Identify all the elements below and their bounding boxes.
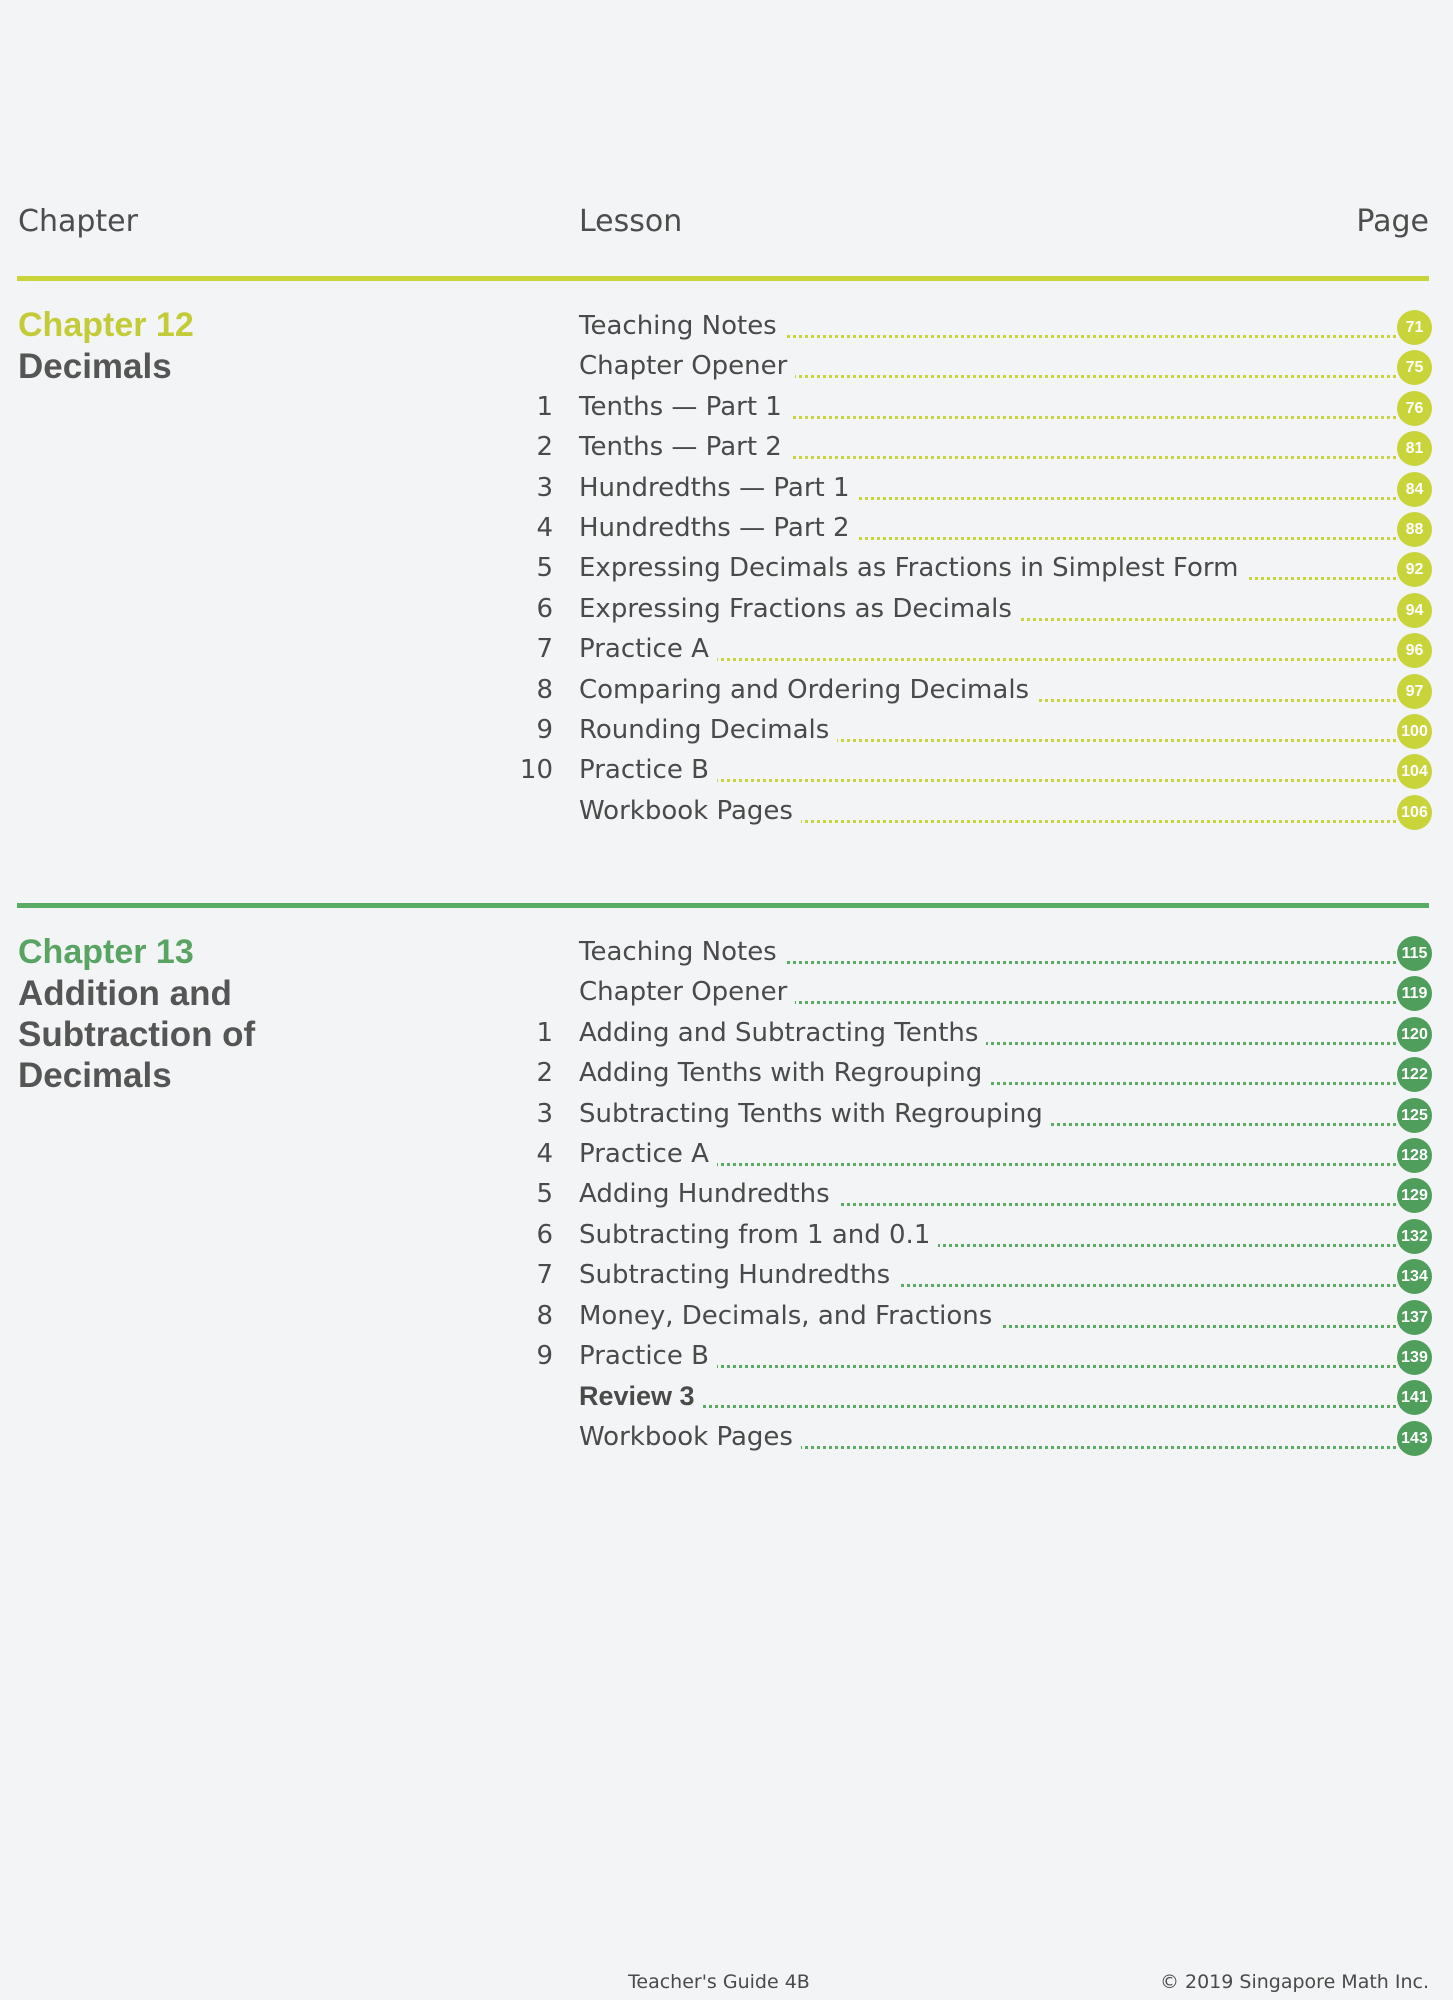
lesson-row	[0, 632, 1453, 672]
lesson-title: Chapter Opener	[579, 977, 795, 1007]
page-number-badge: 94	[1397, 593, 1432, 628]
column-header-page: Page	[1356, 204, 1429, 239]
lesson-number: 8	[536, 1300, 553, 1331]
lesson-row	[0, 1299, 1453, 1339]
chapter-12-label: Chapter 12	[18, 306, 194, 344]
page-number-badge: 71	[1397, 310, 1432, 345]
lesson-title: Adding Tenths with Regrouping	[579, 1058, 990, 1088]
lesson-row	[0, 1016, 1453, 1056]
lesson-number: 1	[536, 391, 553, 422]
lesson-title: Teaching Notes	[579, 311, 785, 341]
lesson-title: Hundredths — Part 2	[579, 513, 858, 543]
page-number-badge: 122	[1397, 1057, 1432, 1092]
footer-copyright: © 2019 Singapore Math Inc.	[1159, 1971, 1429, 1993]
lesson-title: Practice B	[579, 755, 717, 785]
lesson-title: Practice B	[579, 1341, 717, 1371]
lesson-title: Review 3	[579, 1381, 703, 1412]
lesson-title: Tenths — Part 1	[579, 392, 790, 422]
lesson-row	[0, 551, 1453, 591]
page-number-badge: 119	[1397, 976, 1432, 1011]
lesson-title: Subtracting Tenths with Regrouping	[579, 1099, 1051, 1129]
lesson-title: Teaching Notes	[579, 937, 785, 967]
chapter-13-label: Chapter 13	[18, 933, 194, 971]
lesson-number: 3	[536, 472, 553, 503]
page-number-badge: 100	[1397, 714, 1432, 749]
lesson-row	[0, 430, 1453, 470]
page-number-badge: 81	[1397, 431, 1432, 466]
dot-leader	[600, 1365, 1403, 1368]
lesson-row	[0, 713, 1453, 753]
column-header-lesson: Lesson	[579, 204, 683, 239]
lesson-number: 6	[536, 1219, 553, 1250]
lesson-title: Chapter Opener	[579, 351, 795, 381]
page-number-badge: 106	[1397, 795, 1432, 830]
lesson-number: 2	[536, 1058, 553, 1089]
page-number-badge: 125	[1397, 1098, 1432, 1133]
page-number-badge: 132	[1397, 1219, 1432, 1254]
lesson-number: 3	[536, 1098, 553, 1129]
lesson-number: 2	[536, 432, 553, 463]
lesson-row	[0, 753, 1453, 793]
page-number-badge: 88	[1397, 512, 1432, 547]
lesson-row	[0, 511, 1453, 551]
lesson-title: Adding Hundredths	[579, 1179, 838, 1209]
lesson-number: 8	[536, 674, 553, 705]
lesson-title: Money, Decimals, and Fractions	[579, 1301, 1000, 1331]
lesson-title: Hundredths — Part 1	[579, 473, 858, 503]
lesson-row	[0, 1258, 1453, 1298]
lesson-number: 1	[536, 1017, 553, 1048]
lesson-title: Workbook Pages	[579, 796, 801, 826]
page-number-badge: 104	[1397, 754, 1432, 789]
chapter-12-divider	[17, 276, 1429, 281]
lesson-row	[0, 1218, 1453, 1258]
page-number-badge: 129	[1397, 1178, 1432, 1213]
page-number-badge: 120	[1397, 1017, 1432, 1052]
page-number-badge: 115	[1397, 936, 1432, 971]
page-number-badge: 97	[1397, 674, 1432, 709]
lesson-row	[0, 1097, 1453, 1137]
chapter-12-lesson-list	[0, 309, 1453, 834]
page-number-badge: 76	[1397, 391, 1432, 426]
page-number-badge: 143	[1397, 1421, 1432, 1456]
page-number-badge: 134	[1397, 1259, 1432, 1294]
lesson-row	[0, 1056, 1453, 1096]
lesson-title: Workbook Pages	[579, 1422, 801, 1452]
lesson-number: 9	[536, 1340, 553, 1371]
dot-leader	[600, 1405, 1403, 1408]
page-number-badge: 92	[1397, 552, 1432, 587]
lesson-number: 10	[519, 755, 553, 786]
page-number-badge: 75	[1397, 350, 1432, 385]
page-number-badge: 128	[1397, 1138, 1432, 1173]
column-header-chapter: Chapter	[18, 204, 138, 239]
chapter-13-title: Addition and Subtraction of Decimals	[18, 974, 256, 1095]
lesson-number: 7	[536, 1260, 553, 1291]
lesson-number: 9	[536, 714, 553, 745]
lesson-row	[0, 1177, 1453, 1217]
lesson-row	[0, 1379, 1453, 1419]
lesson-title: Tenths — Part 2	[579, 432, 790, 462]
chapter-13-divider	[17, 903, 1429, 908]
lesson-row	[0, 390, 1453, 430]
lesson-title: Subtracting from 1 and 0.1	[579, 1220, 938, 1250]
lesson-number: 6	[536, 593, 553, 624]
lesson-row	[0, 349, 1453, 389]
lesson-title: Subtracting Hundredths	[579, 1260, 898, 1290]
dot-leader	[600, 779, 1403, 782]
lesson-title: Expressing Decimals as Fractions in Simplest Form	[579, 553, 1246, 583]
lesson-row	[0, 1339, 1453, 1379]
lesson-row	[0, 794, 1453, 834]
lesson-title: Rounding Decimals	[579, 715, 837, 745]
lesson-number: 5	[536, 553, 553, 584]
lesson-title: Practice A	[579, 634, 717, 664]
lesson-row	[0, 1420, 1453, 1460]
lesson-number: 4	[536, 1138, 553, 1169]
dot-leader	[600, 1163, 1403, 1166]
chapter-13-lesson-list	[0, 935, 1453, 1460]
page-number-badge: 96	[1397, 633, 1432, 668]
lesson-row	[0, 975, 1453, 1015]
lesson-title: Comparing and Ordering Decimals	[579, 675, 1037, 705]
dot-leader	[600, 658, 1403, 661]
lesson-row	[0, 309, 1453, 349]
chapter-12-title: Decimals	[18, 347, 172, 386]
footer-guide-title: Teacher's Guide 4B	[628, 1971, 810, 1993]
lesson-title: Expressing Fractions as Decimals	[579, 594, 1020, 624]
lesson-number: 4	[536, 512, 553, 543]
lesson-row	[0, 471, 1453, 511]
lesson-row	[0, 592, 1453, 632]
page-number-badge: 139	[1397, 1340, 1432, 1375]
lesson-number: 7	[536, 634, 553, 665]
lesson-title: Practice A	[579, 1139, 717, 1169]
page-number-badge: 84	[1397, 472, 1432, 507]
lesson-row	[0, 1137, 1453, 1177]
page-number-badge: 141	[1397, 1380, 1432, 1415]
lesson-row	[0, 935, 1453, 975]
lesson-number: 5	[536, 1179, 553, 1210]
lesson-title: Adding and Subtracting Tenths	[579, 1018, 986, 1048]
page-number-badge: 137	[1397, 1300, 1432, 1335]
lesson-row	[0, 673, 1453, 713]
